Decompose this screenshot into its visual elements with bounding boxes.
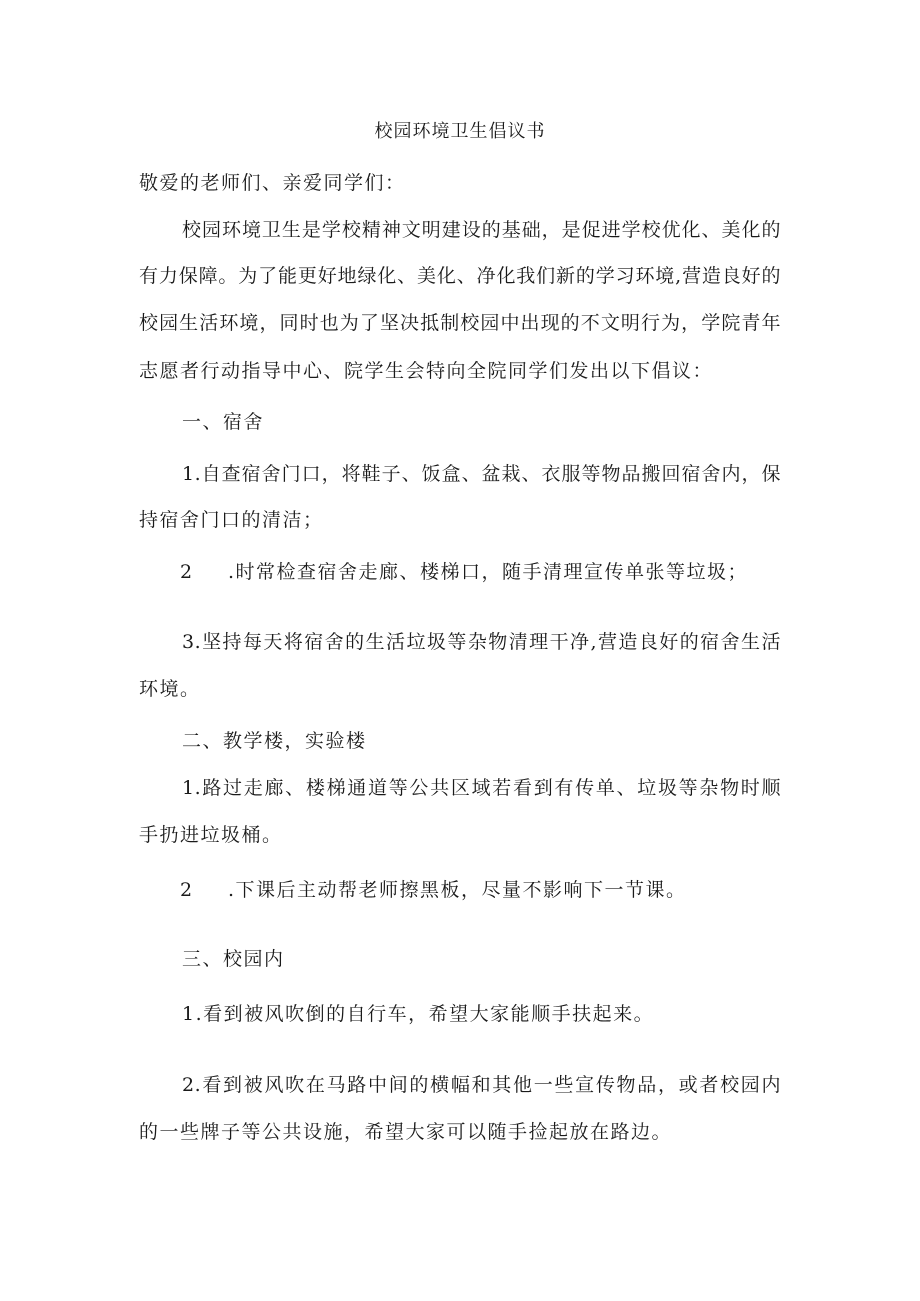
item-text: .路过走廊、楼梯通道等公共区域若看到有传单、垃圾等杂物时顺 (194, 777, 781, 799)
intro-line-2: 有力保障。为了能更好地绿化、美化、净化我们新的学习环境,营造良好的 (139, 265, 781, 287)
item-text: .时常检查宿舍走廊、楼梯口，随手清理宣传单张等垃圾； (228, 561, 749, 583)
document-title: 校园环境卫生倡议书 (374, 121, 546, 142)
item-number: 2 (182, 1074, 195, 1096)
item-number: 2 (180, 561, 194, 583)
dorm-item-3-line-2: 环境。 (139, 678, 201, 700)
item-text: .看到被风吹倒的自行车，希望大家能顺手扶起来。 (195, 1003, 655, 1025)
section-heading-teaching-building: 二、教学楼，实验楼 (182, 730, 367, 752)
dorm-item-2 (180, 560, 748, 584)
dorm-item-1-line-2: 持宿舍门口的清洁； (139, 509, 324, 531)
item-number: 3 (182, 631, 195, 653)
campus-item-1 (182, 1002, 654, 1026)
intro-line-4: 志愿者行动指导中心、院学生会特向全院同学们发出以下倡议： (139, 360, 714, 382)
item-text: .坚持每天将宿舍的生活垃圾等杂物清理干净,营造良好的宿舍生活 (194, 631, 781, 653)
section-heading-campus: 三、校园内 (182, 948, 285, 970)
item-number: 2 (180, 879, 194, 901)
campus-item-2-line-2: 的一些牌子等公共设施，希望大家可以随手捡起放在路边。 (139, 1121, 673, 1143)
intro-line-3: 校园生活环境，同时也为了坚决抵制校园中出现的不文明行为，学院青年 (139, 312, 781, 334)
item-text: .下课后主动帮老师擦黑板，尽量不影响下一节课。 (228, 879, 687, 901)
section-heading-dormitory: 一、宿舍 (182, 411, 265, 433)
dorm-item-1-line-1 (182, 462, 781, 486)
item-text: .自查宿舍门口，将鞋子、饭盒、盆栽、衣服等物品搬回宿舍内，保 (194, 463, 781, 485)
item-number: 1 (182, 463, 195, 485)
salutation: 敬爱的老师们、亲爱同学们： (139, 172, 406, 194)
item-number: 1 (182, 1003, 196, 1025)
intro-line-1: 校园环境卫生是学校精神文明建设的基础，是促进学校优化、美化的 (182, 219, 781, 241)
campus-item-2-line-1 (182, 1073, 781, 1097)
item-text: .看到被风吹在马路中间的横幅和其他一些宣传物品，或者校园内 (194, 1074, 781, 1096)
item-number: 1 (182, 777, 195, 799)
teaching-item-1-line-1 (182, 776, 781, 800)
teaching-item-2 (180, 878, 687, 902)
teaching-item-1-line-2: 手扔进垃圾桶。 (139, 824, 283, 846)
dorm-item-3-line-1 (182, 630, 781, 654)
